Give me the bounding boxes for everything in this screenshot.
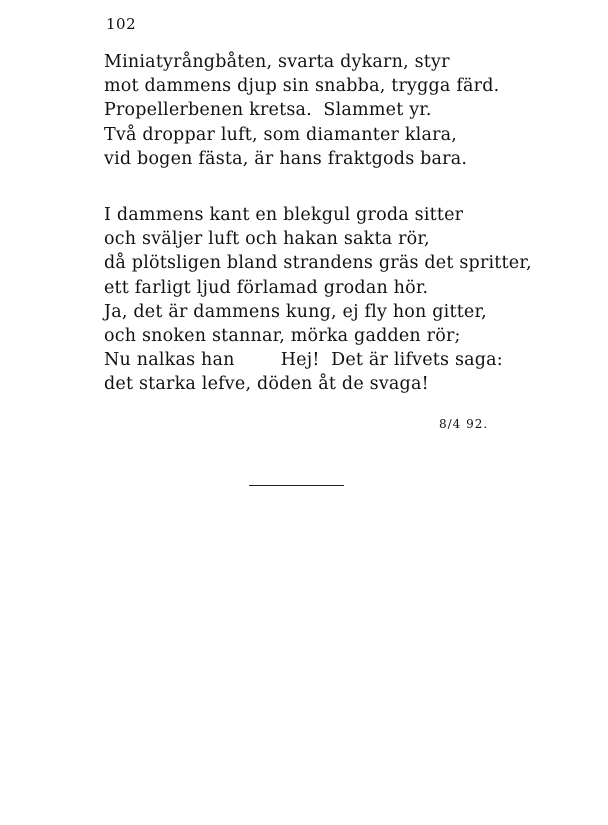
poem-line: Två droppar luft, som diamanter klara, — [104, 124, 458, 145]
poem-line: vid bogen fästa, är hans fraktgods bara. — [104, 148, 468, 169]
poem-line: det starka lefve, döden åt de svaga! — [104, 374, 429, 395]
poem-line: Miniatyrångbåten, svarta dykarn, styr — [104, 52, 450, 72]
poem-line: Propellerbenen kretsa. Slammet yr. — [104, 100, 432, 121]
poem-line: mot dammens djup sin snabba, trygga färd. — [104, 76, 500, 97]
poem-line: och sväljer luft och hakan sakta rör, — [104, 229, 430, 250]
poem-date: 8/4 92. — [439, 417, 489, 431]
poem-line: ett farligt ljud förlamad grodan hör. — [104, 277, 429, 298]
poem-line: I dammens kant en blekgul groda sitter — [104, 205, 464, 225]
stanza-1 — [104, 50, 499, 171]
poem-line: då plötsligen bland strandens gräs det spritter, — [104, 253, 532, 274]
section-divider — [249, 485, 344, 486]
poem-line: Nu nalkas han Hej! Det är lifvets saga: — [104, 350, 503, 371]
poem-line: och snoken stannar, mörka gadden rör; — [104, 326, 461, 347]
poem-line: Ja, det är dammens kung, ej fly hon gitter, — [104, 301, 487, 322]
page-number: 102 — [106, 15, 137, 33]
stanza-2 — [104, 203, 532, 397]
